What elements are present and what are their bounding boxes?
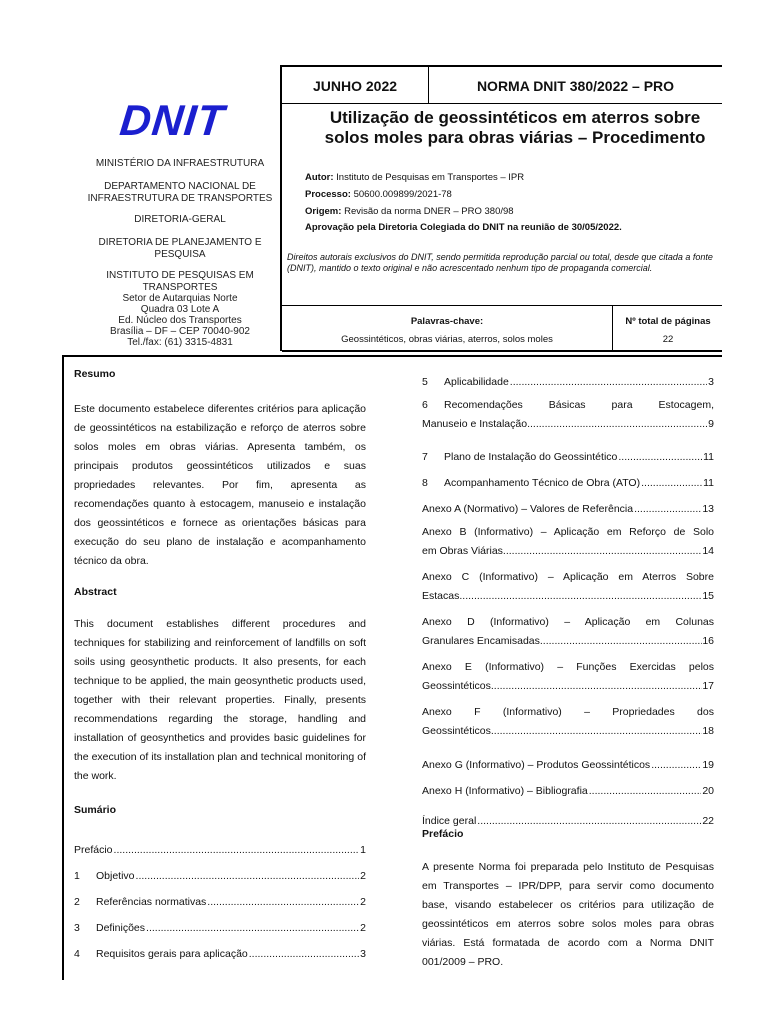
toc-page: 3 xyxy=(708,376,714,388)
toc-leader xyxy=(136,867,360,886)
toc-item[interactable] xyxy=(74,860,366,886)
toc-label-line1: Anexo F (Informativo) – Propriedades dos xyxy=(422,706,714,718)
keywords-bottom-border xyxy=(282,350,722,352)
toc-page: 11 xyxy=(703,451,714,463)
toc-item[interactable] xyxy=(422,493,714,519)
toc-label-line2 xyxy=(422,415,714,434)
toc-page: 19 xyxy=(702,759,714,771)
toc-leader xyxy=(618,448,702,467)
toc-page: 13 xyxy=(702,503,714,515)
title-line: solos moles para obras viárias – Procedimento xyxy=(324,128,706,147)
prefacio-text: A presente Norma foi preparada pelo Instituto de Pesquisas em Transportes – IPR/DPP, para servir como documento base, visando estabelecer os critérios para utilização de geossintéticos em aterros sobre solos moles para obras viárias. Está formatada de acordo com a Norma DNIT 001/2009 – PRO. xyxy=(422,861,714,968)
toc-label: Plano de Instalação do Geossintético xyxy=(444,451,618,463)
toc-label-line1 xyxy=(422,396,714,415)
address-line: Ed. Núcleo dos Transportes xyxy=(118,315,242,326)
toc-item[interactable] xyxy=(422,748,714,775)
ministry-label: MINISTÉRIO DA INFRAESTRUTURA xyxy=(95,158,265,169)
toc-leader xyxy=(477,812,701,831)
toc-leader xyxy=(114,841,360,860)
address-line: Tel./fax: (61) 3315-4831 xyxy=(127,337,233,348)
toc-leader xyxy=(641,474,702,493)
toc-label-line1: Anexo D (Informativo) – Aplicação em Colunas xyxy=(422,616,714,628)
toc-leader xyxy=(249,945,359,964)
toc-page: 18 xyxy=(702,725,714,737)
toc-label: Manuseio e Instalação xyxy=(422,418,528,430)
toc-label-line1: Anexo C (Informativo) – Aplicação em Aterros Sobre xyxy=(422,571,714,583)
process-line xyxy=(305,189,452,201)
institute-line2: TRANSPORTES xyxy=(142,282,218,293)
toc-label-line2 xyxy=(422,722,714,741)
document-title xyxy=(300,108,730,148)
toc-right xyxy=(422,366,714,831)
planning-line1: DIRETORIA DE PLANEJAMENTO E xyxy=(98,237,262,248)
abstract-text: This document establishes different procedures and techniques for stabilizing and reinforcement of landfills on soft soils using geosynthetic products. It also presents, for each technique to be applied, the main geosynthetic products used, together with their relevant properties. Finally, presents recommendations regarding the storage, handling and installation of geosynthetics and provides basic guidelines for the execution of its installation plan and technical monitoring of the work. xyxy=(74,618,366,782)
toc-page: 15 xyxy=(702,590,714,602)
toc-item[interactable] xyxy=(422,658,714,703)
toc-number: 2 xyxy=(74,896,80,908)
sumario-heading: Sumário xyxy=(74,804,117,816)
toc-page: 17 xyxy=(702,680,714,692)
toc-number: 4 xyxy=(74,948,80,960)
toc-label-line2 xyxy=(422,677,714,696)
toc-leader xyxy=(207,893,359,912)
toc-item[interactable] xyxy=(422,703,714,748)
prefacio-heading: Prefácio xyxy=(422,828,464,840)
toc-label: Definições xyxy=(96,922,146,934)
toc-leader xyxy=(146,919,359,938)
toc-label: Referências normativas xyxy=(96,896,207,908)
toc-leader xyxy=(589,782,702,801)
resumo-text: Este documento estabelece diferentes critérios para aplicação de geossintéticos na estabilização e reforço de aterros sobre solos moles em obras viárias. Apresenta também, os principais produtos geossintéticos utilizados e suas propriedades relevantes. Por fim, apresenta as recomendações quanto à estocagem, manuseio e instalação dos geossintéticos e fornece as orientações básicas para execução do seu plano de instalação e acompanhamento técnico da obra. xyxy=(74,403,366,567)
toc-item[interactable] xyxy=(422,396,714,441)
toc-item[interactable] xyxy=(422,366,714,392)
toc-label: Anexo H (Informativo) – Bibliografia xyxy=(422,785,588,797)
origin-label: Origem: xyxy=(305,206,342,217)
toc-number: 5 xyxy=(422,376,428,388)
toc-leader xyxy=(510,373,707,392)
pages-label: Nº total de páginas xyxy=(625,316,711,327)
toc-label: Geossintéticos xyxy=(422,680,491,692)
address-line: Brasília – DF – CEP 70040-902 xyxy=(110,326,250,337)
header-left-border xyxy=(280,65,282,351)
toc-number: 7 xyxy=(422,451,428,463)
toc-label-line2 xyxy=(422,542,714,561)
header-top-border xyxy=(280,65,722,67)
toc-leader xyxy=(540,632,702,651)
toc-label-line2 xyxy=(422,587,714,606)
toc-leader xyxy=(651,756,701,775)
toc-label: Recomendações Básicas para Estocagem, xyxy=(444,399,714,411)
toc-leader xyxy=(491,677,702,696)
toc-label: Geossintéticos xyxy=(422,725,491,737)
approval-line: Aprovação pela Diretoria Colegiada do DNIT na reunião de 30/05/2022. xyxy=(305,222,622,233)
keywords-value: Geossintéticos, obras viárias, aterros, solos moles xyxy=(341,334,553,345)
dnit-logo: DNIT xyxy=(117,97,227,145)
institute-line1: INSTITUTO DE PESQUISAS EM xyxy=(106,270,254,281)
toc-item[interactable] xyxy=(422,805,714,831)
toc-item[interactable] xyxy=(422,441,714,467)
toc-label: Aplicabilidade xyxy=(444,376,509,388)
toc-item[interactable] xyxy=(422,613,714,658)
toc-label: Estacas xyxy=(422,590,460,602)
toc-label: Objetivo xyxy=(96,870,135,882)
toc-label: em Obras Viárias xyxy=(422,545,503,557)
toc-page: 11 xyxy=(703,477,714,489)
toc-page: 2 xyxy=(360,922,366,934)
toc-label: Anexo A (Normativo) – Valores de Referência xyxy=(422,503,634,515)
toc-label: Prefácio xyxy=(74,844,113,856)
toc-page: 9 xyxy=(708,418,714,430)
toc-page: 2 xyxy=(360,870,366,882)
toc-leader xyxy=(459,587,702,606)
toc-item[interactable] xyxy=(74,912,366,938)
toc-item[interactable] xyxy=(422,467,714,493)
keywords-label: Palavras-chave: xyxy=(410,316,484,327)
toc-page: 14 xyxy=(702,545,714,557)
toc-label: Anexo G (Informativo) – Produtos Geossintéticos xyxy=(422,759,651,771)
toc-label-line2 xyxy=(422,632,714,651)
toc-item[interactable] xyxy=(74,938,366,964)
toc-page: 1 xyxy=(360,844,366,856)
toc-label: Acompanhamento Técnico de Obra (ATO) xyxy=(444,477,641,489)
header-norm-number: NORMA DNIT 380/2022 – PRO xyxy=(476,78,675,94)
title-line: Utilização de geossintéticos em aterros sobre xyxy=(329,108,701,127)
toc-left xyxy=(74,834,366,964)
toc-number: 6 xyxy=(422,399,428,411)
toc-page: 22 xyxy=(702,815,714,827)
toc-item[interactable] xyxy=(422,568,714,613)
toc-leader xyxy=(634,500,701,519)
toc-number: 8 xyxy=(422,477,428,489)
toc-label: Granulares Encamisadas xyxy=(422,635,540,647)
planning-line2: PESQUISA xyxy=(154,249,206,260)
keywords-top-border xyxy=(282,305,722,306)
toc-label-line1: Anexo B (Informativo) – Aplicação em Reforço de Solo xyxy=(422,526,714,538)
header-row-divider xyxy=(280,103,722,104)
abstract-heading: Abstract xyxy=(74,586,117,598)
toc-leader xyxy=(527,415,708,434)
toc-item[interactable] xyxy=(422,523,714,568)
body-top-border xyxy=(62,355,722,357)
process-label: Processo: xyxy=(305,189,351,200)
toc-page: 20 xyxy=(702,785,714,797)
author-label: Autor: xyxy=(305,172,334,183)
toc-item[interactable] xyxy=(74,886,366,912)
resumo-heading: Resumo xyxy=(74,368,116,380)
department-line2: INFRAESTRUTURA DE TRANSPORTES xyxy=(87,193,273,204)
address-line: Quadra 03 Lote A xyxy=(140,304,220,315)
toc-page: 3 xyxy=(360,948,366,960)
toc-number: 1 xyxy=(74,870,80,882)
toc-leader xyxy=(503,542,702,561)
toc-item[interactable] xyxy=(74,834,366,860)
origin-value: Revisão da norma DNER – PRO 380/98 xyxy=(344,206,514,217)
address-line: Setor de Autarquias Norte xyxy=(122,293,238,304)
body-left-border xyxy=(62,355,64,980)
author-value: Instituto de Pesquisas em Transportes – IPR xyxy=(336,172,525,183)
origin-line xyxy=(305,206,514,218)
toc-number: 3 xyxy=(74,922,80,934)
pages-value: 22 xyxy=(662,334,674,345)
toc-item[interactable] xyxy=(422,775,714,801)
header-date: JUNHO 2022 xyxy=(312,78,398,94)
toc-label: Índice geral xyxy=(422,815,477,827)
toc-page: 16 xyxy=(702,635,714,647)
department-line1: DEPARTAMENTO NACIONAL DE xyxy=(104,181,256,192)
toc-leader xyxy=(491,722,702,741)
toc-label-line1: Anexo E (Informativo) – Funções Exercidas pelos xyxy=(422,661,714,673)
toc-page: 2 xyxy=(360,896,366,908)
toc-label: Requisitos gerais para aplicação xyxy=(96,948,248,960)
process-value: 50600.009899/2021-78 xyxy=(353,189,452,200)
author-line xyxy=(305,172,524,184)
copyright-notice: Direitos autorais exclusivos do DNIT, sendo permitida reprodução parcial ou total, desde que citada a fonte (DNIT), mantido o texto original e não acrescentado nenhum tipo de propaganda comercial. xyxy=(287,252,713,273)
directorate-label: DIRETORIA-GERAL xyxy=(134,214,226,225)
